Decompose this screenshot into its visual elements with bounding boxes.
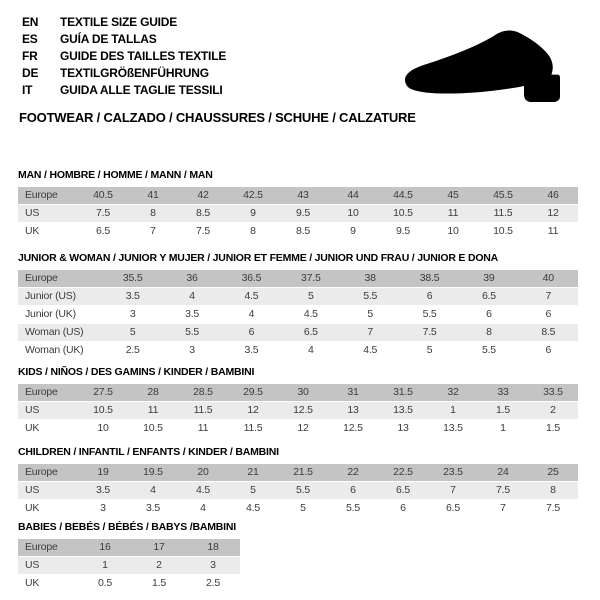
category-title: FOOTWEAR / CALZADO / CHAUSSURES / SCHUHE / CALZATURE — [19, 110, 416, 125]
size-cell: 3 — [78, 500, 128, 517]
row-label: Europe — [18, 384, 78, 401]
size-cell: 13 — [378, 420, 428, 437]
section-title-kids: KIDS / NIÑOS / DES GAMINS / KINDER / BAMBINI — [18, 366, 255, 378]
size-cell: 39 — [459, 270, 518, 287]
size-cell: 1.5 — [478, 402, 528, 419]
size-cell: 6 — [459, 306, 518, 323]
size-cell: 3 — [103, 306, 162, 323]
size-cell: 8.5 — [278, 223, 328, 240]
size-cell: 35.5 — [103, 270, 162, 287]
size-cell: 8 — [528, 482, 578, 499]
size-cell: 10 — [428, 223, 478, 240]
size-cell: 6.5 — [459, 288, 518, 305]
size-cell: 11.5 — [228, 420, 278, 437]
size-table-header-row — [18, 464, 578, 481]
size-cell: 10.5 — [478, 223, 528, 240]
size-table-row — [18, 402, 578, 419]
size-cell: 8.5 — [519, 324, 578, 341]
size-cell: 3 — [162, 342, 221, 359]
size-cell: 12 — [528, 205, 578, 222]
size-cell: 5.5 — [162, 324, 221, 341]
size-cell: 1 — [478, 420, 528, 437]
size-table-row — [18, 324, 578, 341]
row-label: Europe — [18, 539, 78, 556]
size-table-row — [18, 342, 578, 359]
size-cell: 8 — [459, 324, 518, 341]
size-table-header-row — [18, 539, 240, 556]
size-cell: 16 — [78, 539, 132, 556]
row-label: Junior (UK) — [18, 306, 103, 323]
size-cell: 11 — [428, 205, 478, 222]
section-title-junior-woman: JUNIOR & WOMAN / JUNIOR Y MUJER / JUNIOR ET FEMME / JUNIOR UND FRAU / JUNIOR E DONA — [18, 252, 499, 264]
size-cell: 1.5 — [528, 420, 578, 437]
language-code: IT — [22, 82, 33, 97]
size-cell: 2.5 — [186, 575, 240, 592]
size-cell: 4.5 — [178, 482, 228, 499]
size-cell: 5 — [400, 342, 459, 359]
size-cell: 4 — [128, 482, 178, 499]
size-cell: 3.5 — [222, 342, 281, 359]
size-table-kids — [18, 383, 578, 438]
size-cell: 7 — [128, 223, 178, 240]
size-cell: 32 — [428, 384, 478, 401]
size-cell: 4 — [178, 500, 228, 517]
size-cell: 8 — [228, 223, 278, 240]
language-code: FR — [22, 48, 38, 63]
size-cell: 36 — [162, 270, 221, 287]
size-table-header-row — [18, 187, 578, 204]
row-label: UK — [18, 575, 78, 592]
size-cell: 4.5 — [281, 306, 340, 323]
row-label: UK — [18, 500, 78, 517]
size-cell: 6 — [400, 288, 459, 305]
size-cell: 10.5 — [128, 420, 178, 437]
size-cell: 24 — [478, 464, 528, 481]
size-cell: 6 — [519, 306, 578, 323]
size-cell: 13.5 — [428, 420, 478, 437]
size-cell: 9.5 — [378, 223, 428, 240]
size-table-row — [18, 575, 240, 592]
section-title-babies: BABIES / BEBÉS / BÉBÉS / BABYS /BAMBINI — [18, 521, 236, 533]
row-label: US — [18, 205, 78, 222]
row-label: Europe — [18, 464, 78, 481]
size-cell: 11 — [528, 223, 578, 240]
size-cell: 1.5 — [132, 575, 186, 592]
size-cell: 4.5 — [341, 342, 400, 359]
size-cell: 7.5 — [178, 223, 228, 240]
size-cell: 12.5 — [328, 420, 378, 437]
size-cell: 19.5 — [128, 464, 178, 481]
size-cell: 3.5 — [78, 482, 128, 499]
size-table-row — [18, 306, 578, 323]
size-cell: 40.5 — [78, 187, 128, 204]
size-cell: 3.5 — [128, 500, 178, 517]
size-cell: 44 — [328, 187, 378, 204]
size-cell: 13 — [328, 402, 378, 419]
size-cell: 2.5 — [103, 342, 162, 359]
size-cell: 13.5 — [378, 402, 428, 419]
size-cell: 33 — [478, 384, 528, 401]
size-cell: 25 — [528, 464, 578, 481]
size-table-row — [18, 557, 240, 574]
language-code: DE — [22, 65, 39, 80]
size-cell: 41 — [128, 187, 178, 204]
size-cell: 28.5 — [178, 384, 228, 401]
size-cell: 7 — [341, 324, 400, 341]
size-cell: 4 — [281, 342, 340, 359]
row-label: Woman (US) — [18, 324, 103, 341]
section-man — [18, 169, 578, 241]
size-cell: 11.5 — [178, 402, 228, 419]
size-cell: 6.5 — [281, 324, 340, 341]
size-cell: 17 — [132, 539, 186, 556]
dress-shoe-icon — [398, 28, 578, 106]
language-row — [22, 47, 226, 64]
size-cell: 5.5 — [400, 306, 459, 323]
section-title-children: CHILDREN / INFANTIL / ENFANTS / KINDER / BAMBINI — [18, 446, 279, 458]
size-cell: 6.5 — [378, 482, 428, 499]
size-cell: 7 — [478, 500, 528, 517]
section-children — [18, 446, 578, 518]
size-cell: 5.5 — [328, 500, 378, 517]
language-guide-title: TEXTILGRÖßENFÜHRUNG — [60, 65, 209, 80]
size-cell: 23.5 — [428, 464, 478, 481]
size-cell: 42 — [178, 187, 228, 204]
size-cell: 4 — [222, 306, 281, 323]
size-cell: 21 — [228, 464, 278, 481]
language-guide-title: GUÍA DE TALLAS — [60, 31, 157, 46]
section-babies — [18, 521, 240, 593]
size-table-header-row — [18, 384, 578, 401]
size-cell: 3.5 — [162, 306, 221, 323]
size-cell: 45.5 — [478, 187, 528, 204]
size-cell: 42.5 — [228, 187, 278, 204]
size-cell: 27.5 — [78, 384, 128, 401]
size-cell: 21.5 — [278, 464, 328, 481]
size-cell: 3.5 — [103, 288, 162, 305]
size-cell: 38 — [341, 270, 400, 287]
size-cell: 3 — [186, 557, 240, 574]
size-cell: 0.5 — [78, 575, 132, 592]
size-cell: 10.5 — [78, 402, 128, 419]
size-cell: 5 — [278, 500, 328, 517]
language-guide-title: GUIDA ALLE TAGLIE TESSILI — [60, 82, 223, 97]
language-row — [22, 81, 226, 98]
size-cell: 5 — [228, 482, 278, 499]
size-cell: 9 — [228, 205, 278, 222]
size-table-children — [18, 463, 578, 518]
size-cell: 4.5 — [222, 288, 281, 305]
size-table-row — [18, 420, 578, 437]
size-table-row — [18, 223, 578, 240]
size-cell: 5 — [281, 288, 340, 305]
size-cell: 29.5 — [228, 384, 278, 401]
row-label: UK — [18, 223, 78, 240]
size-cell: 2 — [528, 402, 578, 419]
row-label: Woman (UK) — [18, 342, 103, 359]
size-cell: 6 — [328, 482, 378, 499]
size-cell: 22.5 — [378, 464, 428, 481]
size-cell: 10 — [328, 205, 378, 222]
size-cell: 7.5 — [78, 205, 128, 222]
row-label: Europe — [18, 270, 103, 287]
section-junior-woman — [18, 252, 578, 360]
size-cell: 18 — [186, 539, 240, 556]
size-cell: 11.5 — [478, 205, 528, 222]
size-cell: 5.5 — [341, 288, 400, 305]
size-cell: 38.5 — [400, 270, 459, 287]
size-cell: 6 — [378, 500, 428, 517]
language-guide-title: GUIDE DES TAILLES TEXTILE — [60, 48, 227, 63]
size-cell: 30 — [278, 384, 328, 401]
size-cell: 11 — [128, 402, 178, 419]
size-cell: 1 — [78, 557, 132, 574]
language-title-list — [22, 13, 226, 98]
size-cell: 12 — [278, 420, 328, 437]
size-cell: 33.5 — [528, 384, 578, 401]
language-code: EN — [22, 14, 39, 29]
row-label: US — [18, 482, 78, 499]
size-cell: 37.5 — [281, 270, 340, 287]
size-cell: 46 — [528, 187, 578, 204]
size-cell: 8.5 — [178, 205, 228, 222]
size-cell: 4.5 — [228, 500, 278, 517]
size-cell: 6 — [519, 342, 578, 359]
row-label: Junior (US) — [18, 288, 103, 305]
section-kids — [18, 366, 578, 438]
row-label: US — [18, 557, 78, 574]
size-cell: 45 — [428, 187, 478, 204]
size-table-row — [18, 205, 578, 222]
size-cell: 20 — [178, 464, 228, 481]
row-label: Europe — [18, 187, 78, 204]
size-table-row — [18, 482, 578, 499]
size-cell: 1 — [428, 402, 478, 419]
size-cell: 12.5 — [278, 402, 328, 419]
row-label: UK — [18, 420, 78, 437]
language-row — [22, 30, 226, 47]
size-cell: 5 — [103, 324, 162, 341]
size-cell: 7.5 — [400, 324, 459, 341]
size-cell: 43 — [278, 187, 328, 204]
size-cell: 31 — [328, 384, 378, 401]
size-cell: 10 — [78, 420, 128, 437]
size-cell: 7.5 — [528, 500, 578, 517]
size-cell: 7.5 — [478, 482, 528, 499]
size-cell: 6.5 — [428, 500, 478, 517]
size-cell: 40 — [519, 270, 578, 287]
size-cell: 6.5 — [78, 223, 128, 240]
size-cell: 10.5 — [378, 205, 428, 222]
size-table-man — [18, 186, 578, 241]
size-cell: 12 — [228, 402, 278, 419]
size-cell: 36.5 — [222, 270, 281, 287]
size-table-junior-woman — [18, 269, 578, 360]
size-cell: 7 — [428, 482, 478, 499]
size-cell: 4 — [162, 288, 221, 305]
size-cell: 22 — [328, 464, 378, 481]
size-table-row — [18, 500, 578, 517]
size-cell: 28 — [128, 384, 178, 401]
section-title-man: MAN / HOMBRE / HOMME / MANN / MAN — [18, 169, 213, 181]
size-cell: 5.5 — [459, 342, 518, 359]
language-row — [22, 13, 226, 30]
size-cell: 6 — [222, 324, 281, 341]
size-cell: 19 — [78, 464, 128, 481]
language-code: ES — [22, 31, 38, 46]
size-table-header-row — [18, 270, 578, 287]
size-cell: 5.5 — [278, 482, 328, 499]
size-cell: 9 — [328, 223, 378, 240]
language-guide-title: TEXTILE SIZE GUIDE — [60, 14, 178, 29]
size-table-row — [18, 288, 578, 305]
size-cell: 2 — [132, 557, 186, 574]
size-cell: 7 — [519, 288, 578, 305]
size-cell: 31.5 — [378, 384, 428, 401]
size-cell: 9.5 — [278, 205, 328, 222]
size-cell: 44.5 — [378, 187, 428, 204]
size-cell: 11 — [178, 420, 228, 437]
size-cell: 5 — [341, 306, 400, 323]
size-cell: 8 — [128, 205, 178, 222]
row-label: US — [18, 402, 78, 419]
size-table-babies — [18, 538, 240, 593]
language-row — [22, 64, 226, 81]
